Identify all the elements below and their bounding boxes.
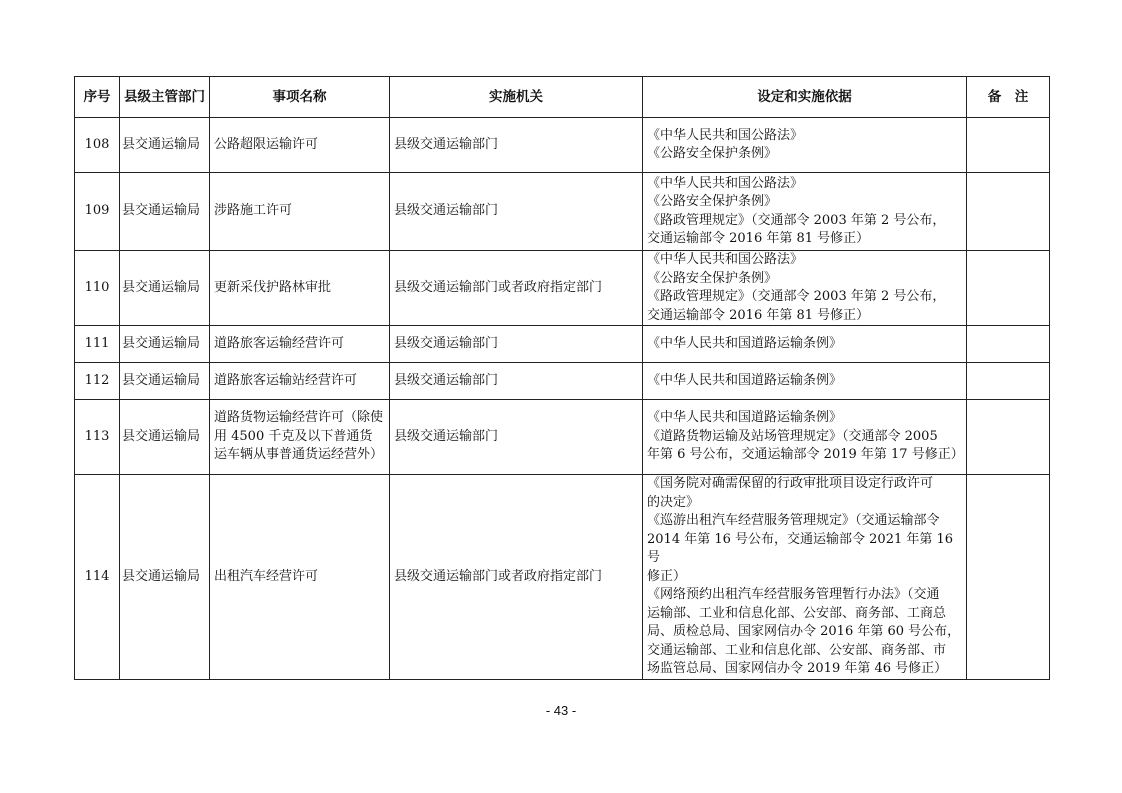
basis-line: 的决定》 — [647, 494, 700, 510]
row-number: 114 — [75, 475, 120, 680]
basis-line: 《中华人民共和国公路法》 — [647, 127, 804, 143]
row-remark — [967, 326, 1050, 363]
basis-line: 《公路安全保护条例》 — [647, 194, 778, 209]
row-basis — [643, 173, 967, 251]
basis-line: 《中华人民共和国公路法》 — [647, 175, 804, 191]
permit-table — [74, 76, 1050, 680]
row-number: 112 — [75, 363, 120, 400]
basis-line: 《道路货物运输及站场管理规定》（交通部令 2005 — [647, 428, 938, 444]
basis-line: 修正） — [647, 568, 687, 584]
basis-line: 《公路安全保护条例》 — [647, 270, 778, 286]
row-basis — [643, 118, 967, 173]
basis-line: 《中华人民共和国道路运输条例》 — [647, 410, 843, 426]
header-row — [75, 77, 1050, 118]
row-number: 108 — [75, 118, 120, 173]
row-item: 出租汽车经营许可 — [210, 475, 390, 680]
row-remark — [967, 173, 1050, 251]
row-agency: 县级交通运输部门 — [390, 400, 643, 475]
row-remark — [967, 475, 1050, 680]
row-basis — [643, 251, 967, 326]
table-row — [75, 475, 1050, 680]
row-agency: 县级交通运输部门或者政府指定部门 — [390, 475, 643, 680]
row-item: 道路货物运输经营许可（除使用 4500 千克及以下普通货运车辆从事普通货运经营外） — [210, 400, 390, 475]
table-row — [75, 251, 1050, 326]
row-remark — [967, 251, 1050, 326]
basis-line: 《路政管理规定》（交通部令 2003 年第 2 号公布， — [647, 289, 946, 304]
row-basis — [643, 400, 967, 475]
row-dept: 县交通运输局 — [120, 363, 210, 400]
basis-line: 局、质检总局、国家网信办令 2016 年第 60 号公布， — [647, 624, 961, 639]
basis-line: 交通运输部、工业和信息化部、公安部、商务部、市 — [647, 642, 947, 658]
basis-line: 《中华人民共和国道路运输条例》 — [647, 372, 843, 388]
row-item: 道路旅客运输站经营许可 — [210, 363, 390, 400]
basis-line: 《巡游出租汽车经营服务管理规定》（交通运输部令 — [647, 513, 940, 528]
row-dept: 县交通运输局 — [120, 251, 210, 326]
table-row — [75, 173, 1050, 251]
row-item: 更新采伐护路林审批 — [210, 251, 390, 326]
basis-line: 《中华人民共和国公路法》 — [647, 252, 804, 267]
row-remark — [967, 400, 1050, 475]
row-agency: 县级交通运输部门或者政府指定部门 — [390, 251, 643, 326]
basis-line: 《公路安全保护条例》 — [647, 146, 778, 161]
row-basis — [643, 363, 967, 400]
basis-line: 交通运输部令 2016 年第 81 号修正） — [647, 307, 870, 323]
basis-line: 运输部、工业和信息化部、公安部、商务部、工商总 — [647, 605, 947, 621]
row-dept: 县交通运输局 — [120, 118, 210, 173]
basis-line: 交通运输部令 2016 年第 81 号修正） — [647, 231, 870, 246]
table-row — [75, 400, 1050, 475]
basis-line: 年第 6 号公布，交通运输部令 2019 年第 17 号修正） — [647, 447, 964, 463]
row-dept: 县交通运输局 — [120, 400, 210, 475]
basis-line: 《国务院对确需保留的行政审批项目设定行政许可 — [647, 476, 934, 491]
page-number: - 43 - — [545, 703, 577, 718]
row-number: 113 — [75, 400, 120, 475]
header-agency: 实施机关 — [390, 77, 643, 118]
header-basis: 设定和实施依据 — [643, 77, 967, 118]
row-number: 109 — [75, 173, 120, 251]
basis-line: 《路政管理规定》（交通部令 2003 年第 2 号公布， — [647, 212, 946, 228]
row-remark — [967, 363, 1050, 400]
row-item: 道路旅客运输经营许可 — [210, 326, 390, 363]
row-agency: 县级交通运输部门 — [390, 118, 643, 173]
header-dept: 县级主管部门 — [120, 77, 210, 118]
basis-line: 《网络预约出租汽车经营服务管理暂行办法》（交通 — [647, 587, 940, 602]
header-remark: 备 注 — [967, 77, 1050, 118]
table-row — [75, 326, 1050, 363]
basis-line: 《中华人民共和国道路运输条例》 — [647, 335, 843, 351]
row-remark — [967, 118, 1050, 173]
row-agency: 县级交通运输部门 — [390, 173, 643, 251]
row-number: 111 — [75, 326, 120, 363]
row-dept: 县交通运输局 — [120, 326, 210, 363]
table-row — [75, 118, 1050, 173]
basis-line: 2014 年第 16 号公布，交通运输部令 2021 年第 16 号 — [647, 531, 954, 565]
header-no: 序号 — [75, 77, 120, 118]
table-row — [75, 363, 1050, 400]
row-item: 公路超限运输许可 — [210, 118, 390, 173]
row-agency: 县级交通运输部门 — [390, 326, 643, 363]
row-item: 涉路施工许可 — [210, 173, 390, 251]
row-basis — [643, 326, 967, 363]
row-dept: 县交通运输局 — [120, 173, 210, 251]
row-agency: 县级交通运输部门 — [390, 363, 643, 400]
row-dept: 县交通运输局 — [120, 475, 210, 680]
basis-line: 场监管总局、国家网信办令 2019 年第 46 号修正） — [647, 661, 948, 676]
row-basis — [643, 475, 967, 680]
row-number: 110 — [75, 251, 120, 326]
header-item: 事项名称 — [210, 77, 390, 118]
